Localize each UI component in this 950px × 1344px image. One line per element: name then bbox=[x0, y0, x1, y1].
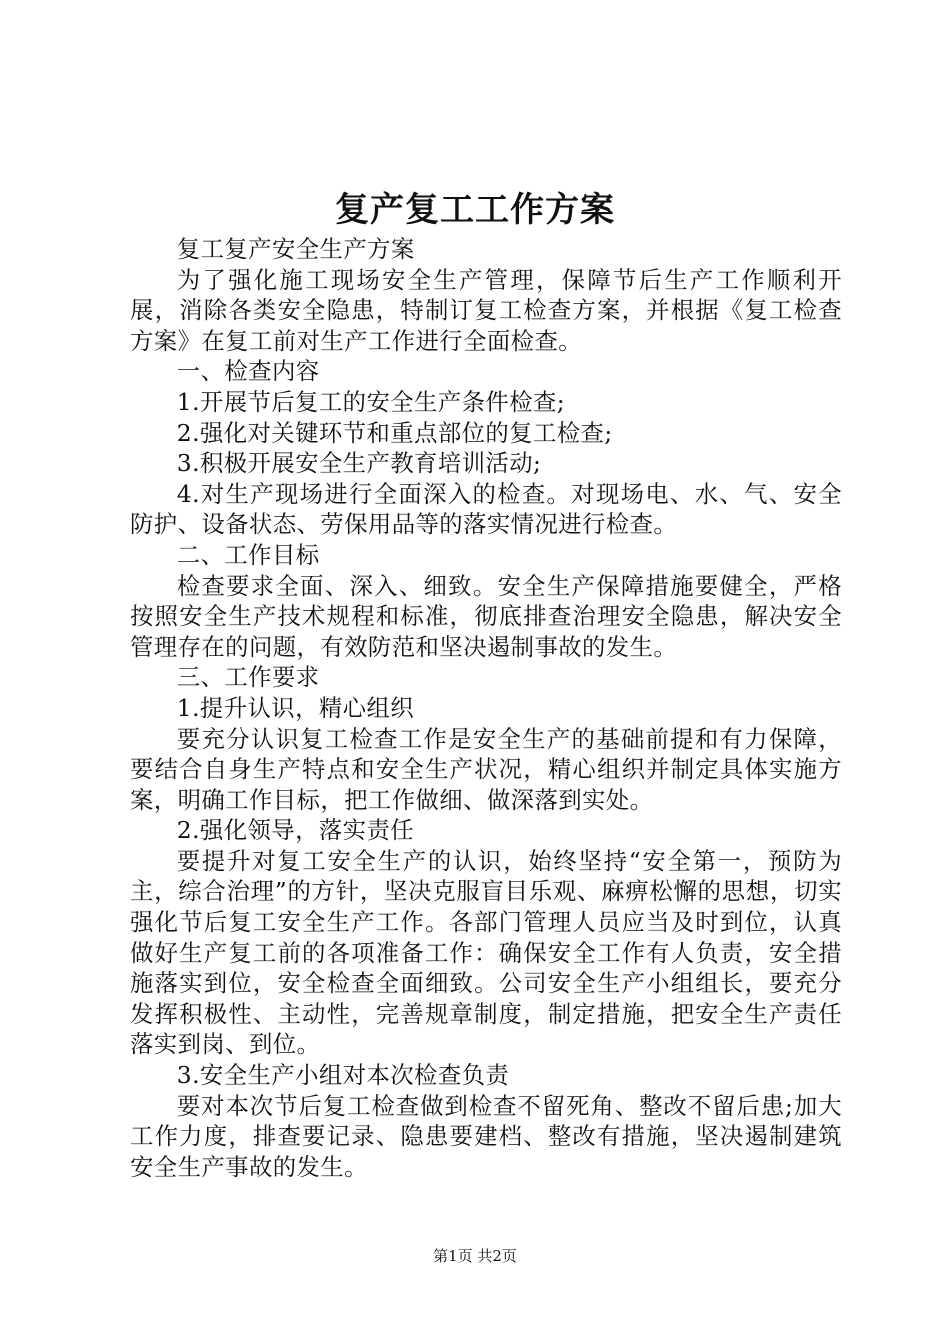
list-item: 4.对生产现场进行全面深入的检查。对现场电、水、气、安全防护、设备状态、劳保用品等的落实情况进行检查。 bbox=[130, 479, 842, 539]
goals-paragraph: 检查要求全面、深入、细致。安全生产保障措施要健全，严格按照安全生产技术规程和标准，彻底排查治理安全隐患，解决安全管理存在的问题，有效防范和坚决遏制事故的发生。 bbox=[130, 571, 842, 661]
subheading: 3.安全生产小组对本次检查负责 bbox=[176, 1061, 510, 1090]
body-paragraph: 要提升对复工安全生产的认识，始终坚持“安全第一，预防为主，综合治理”的方针，坚决克服盲目乐观、麻痹松懈的思想，切实强化节后复工安全生产工作。各部门管理人员应当及时到位，认真做好生产复工前的各项准备工作：确保安全工作有人负责，安全措施落实到位，安全检查全面细致。公司安全生产小组组长，要充分发挥积极性、主动性，完善规章制度，制定措施，把安全生产责任落实到岗、到位。 bbox=[130, 846, 842, 1059]
section-heading-goals: 二、工作目标 bbox=[176, 540, 320, 569]
body-paragraph: 要充分认识复工检查工作是安全生产的基础前提和有力保障，要结合自身生产特点和安全生产状况，精心组织并制定具体实施方案，明确工作目标，把工作做细、做深落到实处。 bbox=[130, 724, 842, 814]
subheading: 1.提升认识，精心组织 bbox=[176, 693, 415, 722]
document-body bbox=[130, 234, 842, 1182]
document-title: 复产复工工作方案 bbox=[335, 190, 615, 230]
list-item: 3.积极开展安全生产教育培训活动; bbox=[176, 449, 542, 478]
page-footer: 第1页 共2页 bbox=[433, 1247, 517, 1265]
intro-paragraph: 为了强化施工现场安全生产管理，保障节后生产工作顺利开展，消除各类安全隐患，特制订复工检查方案，并根据《复工检查方案》在复工前对生产工作进行全面检查。 bbox=[130, 265, 842, 355]
list-item: 2.强化对关键环节和重点部位的复工检查; bbox=[176, 418, 613, 447]
list-item: 1.开展节后复工的安全生产条件检查; bbox=[176, 387, 566, 416]
section-heading-inspection: 一、检查内容 bbox=[176, 357, 320, 386]
section-heading-plan: 复工复产安全生产方案 bbox=[176, 235, 415, 263]
section-heading-requirements: 三、工作要求 bbox=[176, 663, 320, 692]
subheading: 2.强化领导，落实责任 bbox=[176, 816, 415, 845]
body-paragraph: 要对本次节后复工检查做到检查不留死角、整改不留后患;加大工作力度，排查要记录、隐患要建档、整改有措施，坚决遏制建筑安全生产事故的发生。 bbox=[130, 1091, 842, 1181]
